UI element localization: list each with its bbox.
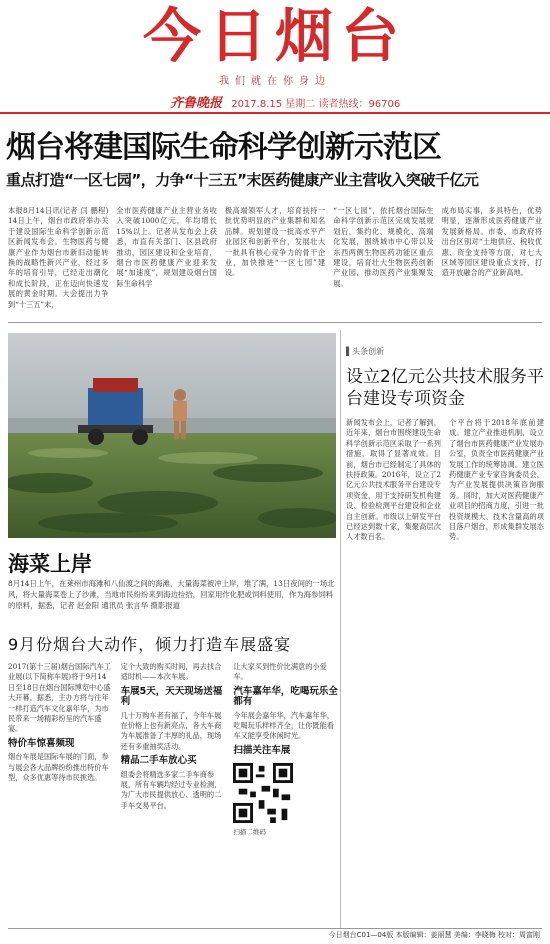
auto-show-headline: 9月份烟台大动作，倾力打造车展盛宴: [8, 635, 292, 654]
article-text: 2017(第十三届)烟台国际汽车工业展(以下简称车展)将于9月14日至18日在烟台国际博览中心盛大开幕。据悉，主办方将与往年一样打造汽车文化嘉年华，为市民带来一场精彩纷呈的汽车盛宴。: [8, 662, 111, 734]
issue-info: 2017.8.15 星期二 读者热线：96706: [231, 99, 401, 110]
article-subtitle: 汽车嘉年华，吃喝玩乐全都有: [233, 685, 338, 708]
right-article-headline: 设立2亿元公共技术服务平台建设专项资金: [346, 367, 544, 409]
masthead-slogan: 我们就在你身边: [219, 76, 331, 87]
qr-label: 扫描二维码: [233, 827, 266, 836]
masthead-title: 今日烟台: [142, 2, 407, 70]
article-text: 定个大致的购买时间，再去找合适时机——本次车展。: [120, 662, 222, 682]
section-divider: [8, 322, 542, 323]
newspaper-brand: 齐鲁晚报: [170, 96, 223, 111]
article-subtitle: 车展5天，天天现场送福利: [120, 685, 223, 708]
lead-column: 成布局实事，多具特色，优势明显，逐渐形成医药健康产业发展新格局。市委、市政府将出台区别对“土地供应、税收优惠、资金支持等方面，对七大区域等园区建设重点支持，打造开放融合的产业新高地。: [441, 206, 543, 278]
right-section-tag: ▌头条创新: [346, 347, 385, 356]
right-article: [346, 418, 544, 928]
lead-column: 极高端领军人才，培育扶持一批优势明显的产业集群和知名品牌。规划建设一批高水平产业园区和创新平台，发展壮大一批具有核心竞争力的骨干企业，加快推进“一区七园”建设。: [224, 206, 326, 278]
article-text: 几十万购车者有福了，今年车展在价格上也有新亮点，各大车商为车展准备了丰厚的礼品，现场还有多重抽奖活动。: [120, 710, 222, 751]
main-headline: 烟台将建国际生命科学创新示范区: [6, 130, 441, 165]
lead-article: [8, 206, 542, 316]
article-text: 让大家买到性价比满意的小爱车。: [233, 662, 327, 682]
footer-divider: [8, 928, 542, 929]
lead-column: 全市医药健康产业主营业务收入突破1000亿元，年均增长15%以上。记者从发布会上获悉，市直有关部门、区县政府推动，园区建设和企业培育，烟台市医药健康产业迎来发展“加速度”，规划建设烟台国际生命科学: [116, 206, 217, 288]
auto-show-column: [8, 662, 113, 932]
lead-column: “一区七园”，依托烟台国际生命科学创新示范区完成发展规划后，集约化、规模化、高端化发展，围绕城市中心带以及东西两侧生物医药功能区重点建设，培育壮大生物医药创新产业园，推动医药产业集聚发展。: [333, 206, 434, 288]
photo-caption-text: 8月14日上午，在莱州市海滩和八仙渡之间的海滩，大量海菜被冲上岸，堆了满，13日夜间的一场北风，将大量海菜卷上了沙滩，当地市民纷纷来到海边捡拾，回家用作化肥或饲料使用，作为海参饲料的原料，据悉，记者 赵金阳 通讯员 张言华 摄影报道: [8, 579, 335, 610]
right-column: 新闻发布会上，记者了解到，近年来，烟台市围绕建设生命科学创新示范区采取了一系列措施，取得了显著成效。目前，烟台市已经制定了具体的扶持政策。2016年，设立了2亿元公共技术服务平台建设专项资金，用于支持研发机构建设、检验检测平台建设和企业自主创新。市级以上研发平台已经达到数十家，集聚高层次人才数百名。: [346, 418, 441, 542]
masthead-divider: [0, 112, 550, 114]
article-text: 烟台车展是国际车展的门面，参与展会各大品牌纷纷推出特价车型，众多优惠等待市民挑选。: [8, 752, 109, 783]
auto-show-article: [8, 662, 338, 932]
article-subtitle: 精品二手车放心买: [120, 755, 197, 767]
article-subtitle: 特价车惊喜频现: [8, 737, 75, 749]
article-text: 今年展会嘉年华，汽车嘉年华，吃喝玩乐样样齐全，让你既能看车又能享受休闲时光。: [233, 710, 334, 741]
page-footer: 今日烟台C01—04版 本版编辑：姜丽慧 美编：李晓梅 校对：周富刚: [328, 931, 540, 939]
seaweed-photo: [8, 333, 336, 538]
photo-caption-title: 海菜上岸: [8, 552, 92, 576]
masthead-info: [170, 92, 470, 111]
article-subtitle: 扫描关注车展: [233, 744, 291, 756]
column-divider: [340, 330, 341, 928]
article-text: 组委会将精选多家二手车商参展，所有车辆均经过专业检测，为广大市民提供放心、透明的二手车交易平台。: [120, 769, 222, 810]
lead-column: 本报8月14日讯(记者 闫 鹏程) 14日上午，烟台市政府举办关于建设国际生命科学创新示范区新闻发布会。生物医药与健康产业作为烟台市新旧动能转换的战略性新兴产业，经过多年的培育引导，已经走出潮化和成长阶段，正在迈向快速发展的黄金时期。大会提出力争到“十三五”末，: [8, 206, 109, 309]
right-column: 个平台将于2018年底前建成。建立产业推进机制，设立了烟台市医药健康产业发展办公室，负责全市医药健康产业发展工作的统筹协调。建立医药健康产业专家咨询委员会，为产业发展提供决策咨询服务。同时，加大对医药健康产业项目的招商力度，引进一批投资规模大、技术含量高的项目落户烟台，形成集群发展态势。: [449, 418, 544, 542]
auto-show-column: [121, 662, 226, 932]
auto-show-column: [233, 662, 338, 932]
qr-code-icon[interactable]: [233, 763, 293, 823]
main-subheadline: 重点打造“一区七园”，力争“十三五”末医药健康产业主营收入突破千亿元: [6, 171, 479, 189]
